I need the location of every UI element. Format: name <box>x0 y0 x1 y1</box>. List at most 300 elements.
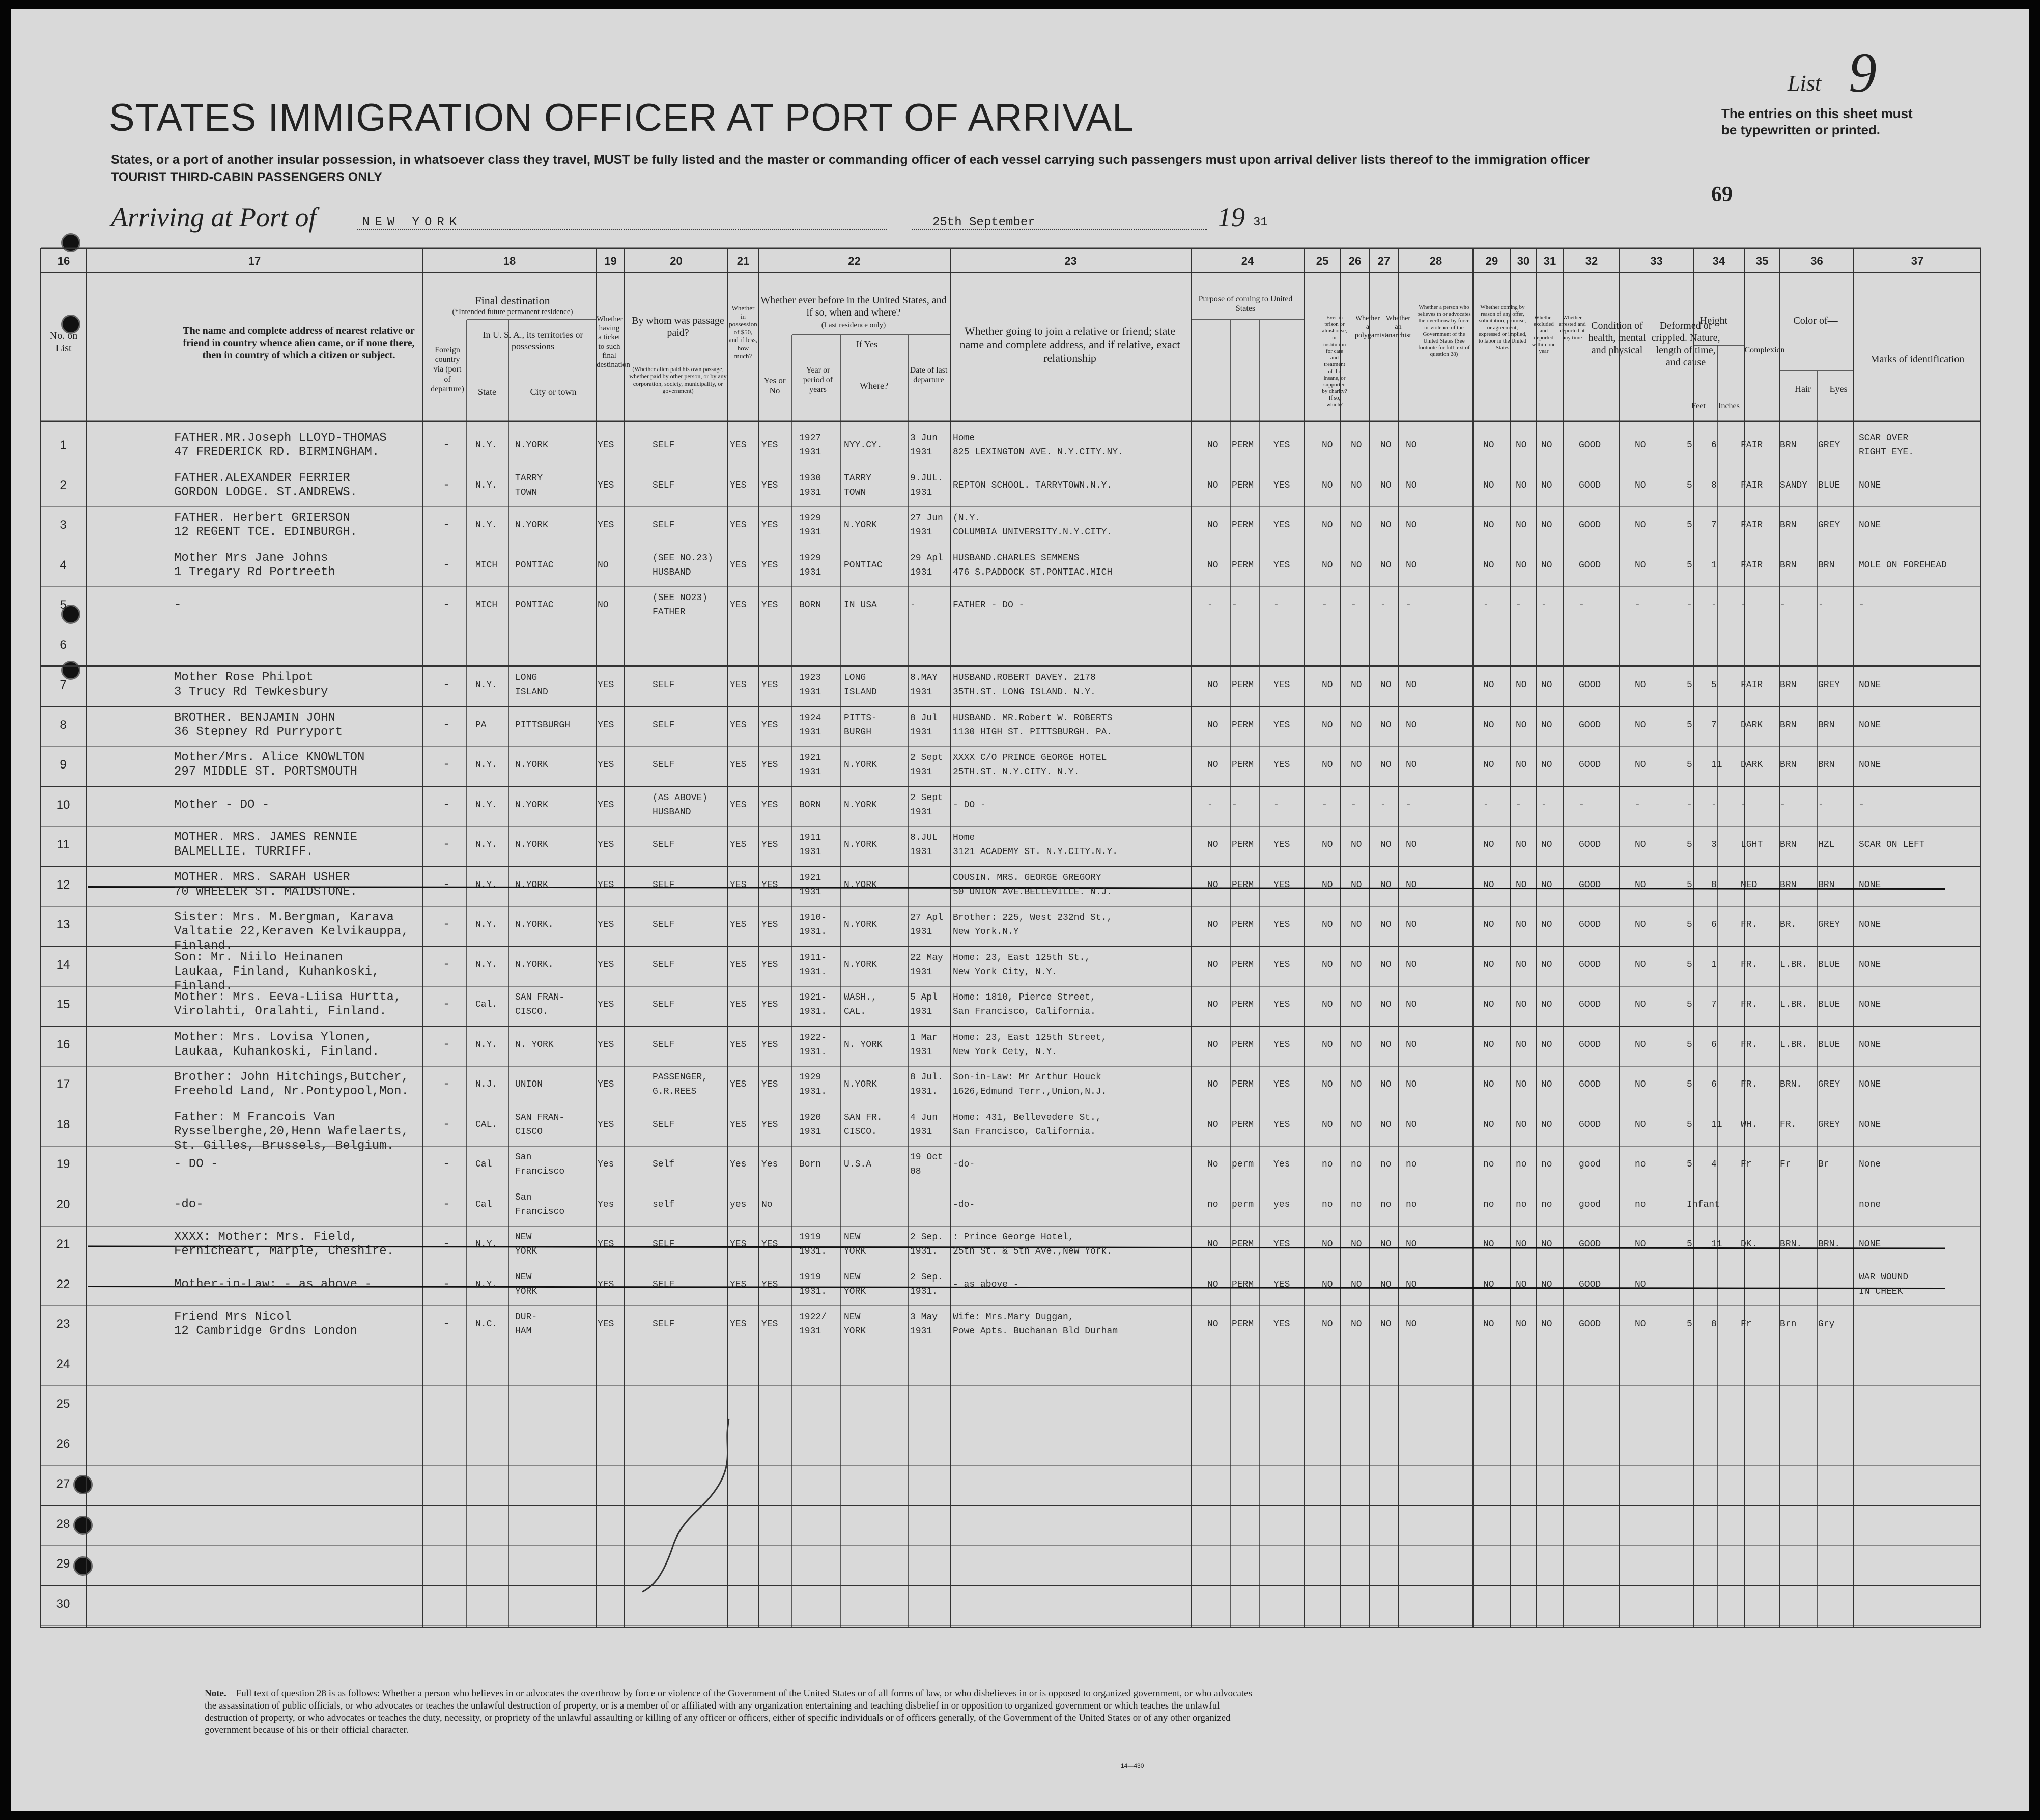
identification-marks: WAR WOUND <box>1859 1272 1909 1283</box>
relative-address: -do- <box>174 1197 204 1211</box>
height-inches: 1 <box>1711 959 1717 970</box>
health-condition: GOOD <box>1579 720 1601 730</box>
complexion: WH. <box>1741 1119 1758 1130</box>
header-final-destination-sub: (*Intended future permanent residence) <box>452 308 573 316</box>
q29-answer: NO <box>1483 560 1494 571</box>
date-departure: 1 Mar <box>910 1032 938 1043</box>
year-period: 1921 <box>799 753 821 763</box>
complexion: MED <box>1741 879 1758 890</box>
state: N.Y. <box>475 920 498 930</box>
city: TARRY <box>515 473 543 484</box>
year-period: 1910- <box>799 913 827 923</box>
eye-color: GREY <box>1818 920 1840 930</box>
polygamist-answer: no <box>1351 1159 1362 1170</box>
ticket: YES <box>598 1000 614 1010</box>
state: N.J. <box>475 1079 498 1090</box>
prison-answer: NO <box>1322 1079 1333 1090</box>
foreign-country: - <box>443 798 450 812</box>
passage-paid: Self <box>653 1159 675 1170</box>
ticket: YES <box>598 680 614 690</box>
anarchist-answer: NO <box>1380 920 1392 930</box>
q28-answer: NO <box>1406 680 1417 690</box>
header-marks: Marks of identification <box>1870 354 1965 365</box>
anarchist-answer: no <box>1380 1199 1392 1210</box>
state: N.Y. <box>475 760 498 770</box>
purpose-citizen: YES <box>1273 520 1290 530</box>
fifty-dollars: YES <box>730 800 747 810</box>
q31-answer: NO <box>1541 720 1552 730</box>
complexion: Fr <box>1741 1319 1752 1329</box>
header-passage-paid: By whom was passage paid? <box>632 315 724 338</box>
where: LONG <box>844 673 866 683</box>
date-departure: 1931 <box>910 1046 932 1057</box>
where: IN USA <box>844 600 877 610</box>
purpose-citizen: YES <box>1273 1000 1290 1010</box>
q29-answer: NO <box>1483 520 1494 530</box>
ever-before: YES <box>761 680 778 690</box>
where: CISCO. <box>844 1126 877 1137</box>
ever-before: YES <box>761 600 778 610</box>
q29-answer: NO <box>1483 840 1494 850</box>
purpose-citizen: YES <box>1273 1319 1290 1329</box>
purpose-citizen: YES <box>1273 720 1290 730</box>
state: N.Y. <box>475 1239 498 1249</box>
header-purpose: Purpose of coming to United States <box>1198 295 1293 314</box>
city: SAN FRAN- <box>515 1112 565 1123</box>
purpose-citizen: - <box>1273 800 1279 810</box>
purpose-return: - <box>1207 800 1213 810</box>
joining-relative: FATHER - DO - <box>953 600 1025 610</box>
health-condition: GOOD <box>1579 879 1601 890</box>
header-eyes: Eyes <box>1829 384 1848 394</box>
q31-answer: NO <box>1541 520 1552 530</box>
purpose-length: PERM <box>1232 480 1254 491</box>
city: N.YORK <box>515 760 548 770</box>
q29-answer: NO <box>1483 1119 1494 1130</box>
q28-answer: NO <box>1406 1079 1417 1090</box>
height-feet: 5 <box>1687 1039 1692 1050</box>
relative-address: BALMELLIE. TURRIFF. <box>174 845 314 859</box>
city: N.YORK <box>515 520 548 530</box>
identification-marks: NONE <box>1859 1239 1881 1249</box>
passage-paid: HUSBAND <box>653 807 691 817</box>
hair-color: L.BR. <box>1780 1039 1808 1050</box>
prison-answer: NO <box>1322 440 1333 450</box>
relative-address: BROTHER. BENJAMIN JOHN <box>174 710 335 725</box>
fifty-dollars: YES <box>730 1319 747 1329</box>
passage-paid: (SEE NO23) <box>653 593 708 603</box>
purpose-citizen: YES <box>1273 959 1290 970</box>
height-feet: 5 <box>1687 560 1692 571</box>
column-number-35: 35 <box>1755 254 1769 267</box>
column-number-23: 23 <box>1064 254 1077 267</box>
complexion: FAIR <box>1741 560 1763 571</box>
relative-address: Finland. <box>174 979 233 993</box>
row-number: 7 <box>60 678 67 692</box>
prison-answer: NO <box>1322 560 1333 571</box>
health-condition: good <box>1579 1159 1601 1170</box>
identification-marks: IN CHEEK <box>1859 1286 1903 1297</box>
purpose-return: NO <box>1207 1119 1219 1130</box>
polygamist-answer: NO <box>1351 1119 1362 1130</box>
column-number-17: 17 <box>248 254 261 267</box>
q31-answer: NO <box>1541 1119 1552 1130</box>
state: N.Y. <box>475 1039 498 1050</box>
state: N.Y. <box>475 520 498 530</box>
hair-color: BRN. <box>1780 1079 1802 1090</box>
city: DUR- <box>515 1312 537 1322</box>
purpose-citizen: - <box>1273 600 1279 610</box>
polygamist-answer: - <box>1351 800 1356 810</box>
purpose-length: PERM <box>1232 440 1254 450</box>
q28-answer: NO <box>1406 720 1417 730</box>
q30-answer: NO <box>1516 1000 1527 1010</box>
complexion: LGHT <box>1741 840 1763 850</box>
ever-before: Yes <box>761 1159 778 1170</box>
relative-address: Father: M Francois Van <box>174 1110 335 1124</box>
purpose-citizen: YES <box>1273 1079 1290 1090</box>
joining-relative: 35TH.ST. LONG ISLAND. N.Y. <box>953 687 1096 697</box>
deformed-answer: NO <box>1635 480 1646 491</box>
q30-answer: NO <box>1516 959 1527 970</box>
purpose-citizen: YES <box>1273 480 1290 491</box>
complexion: FR. <box>1741 1000 1758 1010</box>
year-period: BORN <box>799 600 821 610</box>
row-number: 18 <box>56 1117 70 1131</box>
ticket: Yes <box>598 1199 614 1210</box>
date-departure: - <box>910 600 916 610</box>
health-condition: good <box>1579 1199 1601 1210</box>
sheet-number: 69 <box>1711 183 1733 206</box>
year-period: 1931. <box>799 1007 827 1017</box>
year-period: 1929 <box>799 553 821 563</box>
height-feet: 5 <box>1687 480 1692 491</box>
city: LONG <box>515 673 537 683</box>
joining-relative: 3121 ACADEMY ST. N.Y.CITY.N.Y. <box>953 847 1118 857</box>
purpose-length: PERM <box>1232 1079 1254 1090</box>
year-period: 1929 <box>799 513 821 523</box>
passage-paid: SELF <box>653 1000 675 1010</box>
q28-answer: NO <box>1406 959 1417 970</box>
fifty-dollars: YES <box>730 480 747 491</box>
q31-answer: - <box>1541 600 1547 610</box>
complexion: - <box>1741 800 1746 810</box>
where: SAN FR. <box>844 1112 883 1123</box>
q30-answer: NO <box>1516 440 1527 450</box>
column-number-26: 26 <box>1348 254 1362 267</box>
q30-answer: - <box>1516 600 1521 610</box>
row-number: 29 <box>56 1557 70 1571</box>
year-period: 1931 <box>799 487 821 498</box>
q28-answer: NO <box>1406 1239 1417 1249</box>
ticket: NO <box>598 600 609 610</box>
prison-answer: NO <box>1322 1039 1333 1050</box>
foreign-country: - <box>443 558 450 572</box>
passage-paid: SELF <box>653 1039 675 1050</box>
passage-paid: SELF <box>653 1279 675 1290</box>
prison-answer: NO <box>1322 520 1333 530</box>
city: TOWN <box>515 487 537 498</box>
health-condition: GOOD <box>1579 440 1601 450</box>
column-number-27: 27 <box>1377 254 1391 267</box>
list-label: List <box>1788 71 1822 96</box>
city: NEW <box>515 1272 532 1283</box>
eye-color: BRN. <box>1818 1239 1840 1249</box>
complexion: FR. <box>1741 1039 1758 1050</box>
q28-answer: NO <box>1406 920 1417 930</box>
passage-paid: HUSBAND <box>653 567 691 578</box>
purpose-length: PERM <box>1232 1039 1254 1050</box>
date-departure: 3 May <box>910 1312 938 1322</box>
q30-answer: NO <box>1516 840 1527 850</box>
fifty-dollars: Yes <box>730 1159 747 1170</box>
city: Francisco <box>515 1167 565 1177</box>
height-feet: 5 <box>1687 680 1692 690</box>
q31-answer: NO <box>1541 760 1552 770</box>
purpose-length: PERM <box>1232 680 1254 690</box>
row-number: 25 <box>56 1397 70 1411</box>
relative-address: 12 REGENT TCE. EDINBURGH. <box>174 525 358 539</box>
foreign-country: - <box>443 478 450 492</box>
q29-answer: NO <box>1483 1039 1494 1050</box>
polygamist-answer: NO <box>1351 920 1362 930</box>
deformed-answer: NO <box>1635 1239 1646 1249</box>
city: N.YORK. <box>515 920 554 930</box>
hair-color: BRN <box>1780 720 1797 730</box>
complexion: FR. <box>1741 1079 1758 1090</box>
deformed-answer: NO <box>1635 760 1646 770</box>
where: NEW <box>844 1272 861 1283</box>
eye-color: BLUE <box>1818 480 1840 491</box>
row-number: 4 <box>60 558 67 572</box>
state: N.Y. <box>475 879 498 890</box>
purpose-return: NO <box>1207 1239 1219 1249</box>
fifty-dollars: YES <box>730 760 747 770</box>
height-inches: 6 <box>1711 1039 1717 1050</box>
date-departure: 22 May <box>910 952 943 963</box>
polygamist-answer: NO <box>1351 1319 1362 1329</box>
fifty-dollars: YES <box>730 1039 747 1050</box>
health-condition: GOOD <box>1579 1279 1601 1290</box>
row-number: 5 <box>60 598 67 612</box>
hair-color: BRN <box>1780 840 1797 850</box>
anarchist-answer: NO <box>1380 1039 1392 1050</box>
q30-answer: NO <box>1516 1119 1527 1130</box>
city: YORK <box>515 1286 537 1297</box>
health-condition: GOOD <box>1579 1119 1601 1130</box>
foreign-country: - <box>443 598 450 612</box>
q31-answer: NO <box>1541 1319 1552 1329</box>
foreign-country: - <box>443 1077 450 1091</box>
purpose-return: - <box>1207 600 1213 610</box>
purpose-citizen: YES <box>1273 440 1290 450</box>
typewritten-note-1: The entries on this sheet must <box>1721 106 1913 121</box>
header-date-departure: Date of last departure <box>910 366 948 385</box>
relative-address: Freehold Land, Nr.Pontypool,Mon. <box>174 1085 409 1098</box>
q29-answer: no <box>1483 1199 1494 1210</box>
joining-relative: San Francisco, California. <box>953 1126 1096 1137</box>
passage-paid: SELF <box>653 480 675 491</box>
joining-relative: New York.N.Y <box>953 927 1019 937</box>
row-number: 30 <box>56 1597 70 1611</box>
fifty-dollars: YES <box>730 440 747 450</box>
relative-address: Mother Mrs Jane Johns <box>174 551 328 565</box>
date-departure: 1931 <box>910 927 932 937</box>
where: NYY.CY. <box>844 440 883 450</box>
relative-address: Valtatie 22,Keraven Kelvikauppa, <box>174 925 409 939</box>
row-number: 27 <box>56 1477 70 1491</box>
q29-answer: NO <box>1483 1239 1494 1249</box>
ever-before: YES <box>761 879 778 890</box>
date-departure: 2 Sept <box>910 792 943 803</box>
identification-marks: - <box>1859 800 1864 810</box>
ticket: YES <box>598 800 614 810</box>
relative-address: FATHER.MR.Joseph LLOYD-THOMAS <box>174 431 387 445</box>
polygamist-answer: NO <box>1351 1279 1362 1290</box>
fifty-dollars: YES <box>730 959 747 970</box>
passage-paid: SELF <box>653 520 675 530</box>
city: PITTSBURGH <box>515 720 571 730</box>
row-number: 6 <box>60 638 67 652</box>
passage-paid: (AS ABOVE) <box>653 792 708 803</box>
q28-answer: NO <box>1406 1319 1417 1329</box>
joining-relative: Home <box>953 833 975 843</box>
foreign-country: - <box>443 918 450 931</box>
q29-answer: NO <box>1483 680 1494 690</box>
ticket: YES <box>598 480 614 491</box>
polygamist-answer: NO <box>1351 879 1362 890</box>
anarchist-answer: NO <box>1380 1079 1392 1090</box>
q29-answer: NO <box>1483 760 1494 770</box>
row-number: 11 <box>56 838 70 851</box>
purpose-return: NO <box>1207 720 1219 730</box>
date-departure: 1931 <box>910 1007 932 1017</box>
date-departure: 29 Apl <box>910 553 943 563</box>
height-feet: 5 <box>1687 720 1692 730</box>
city: PONTIAC <box>515 600 554 610</box>
row-number: 22 <box>56 1277 70 1291</box>
year-period: 1930 <box>799 473 821 484</box>
purpose-citizen: YES <box>1273 1039 1290 1050</box>
where: N.YORK <box>844 760 877 770</box>
complexion: Fr <box>1741 1159 1752 1170</box>
header-where: Where? <box>860 381 888 391</box>
column-number-28: 28 <box>1429 254 1442 267</box>
prison-answer: NO <box>1322 879 1333 890</box>
purpose-citizen: YES <box>1273 560 1290 571</box>
complexion: FAIR <box>1741 440 1763 450</box>
joining-relative: (N.Y. <box>953 513 981 523</box>
health-condition: GOOD <box>1579 680 1601 690</box>
year-period: 1931. <box>799 1286 827 1297</box>
joining-relative: : Prince George Hotel, <box>953 1232 1074 1242</box>
complexion: FR. <box>1741 920 1758 930</box>
year-period: 1921- <box>799 992 827 1003</box>
relative-address: 36 Stepney Rd Purryport <box>174 725 343 739</box>
prison-answer: NO <box>1322 1319 1333 1329</box>
q31-answer: NO <box>1541 1079 1552 1090</box>
fifty-dollars: YES <box>730 680 747 690</box>
header-feet: Feet <box>1691 402 1706 410</box>
where: PITTS- <box>844 713 877 723</box>
state: N.C. <box>475 1319 498 1329</box>
health-condition: - <box>1579 600 1584 610</box>
q28-answer: NO <box>1406 879 1417 890</box>
date-departure: 1931 <box>910 1326 932 1336</box>
passage-paid: SELF <box>653 1239 675 1249</box>
identification-marks: NONE <box>1859 920 1881 930</box>
q30-answer: NO <box>1516 1039 1527 1050</box>
footnote <box>205 1688 1253 1737</box>
health-condition: GOOD <box>1579 1319 1601 1329</box>
relative-address: Friend Mrs Nicol <box>174 1310 292 1324</box>
eye-color: GREY <box>1818 1079 1840 1090</box>
joining-relative: Son-in-Law: Mr Arthur Houck <box>953 1072 1101 1083</box>
foreign-country: - <box>443 877 450 892</box>
year-period: 1931 <box>799 1126 821 1137</box>
relative-address: Finland. <box>174 939 233 953</box>
city: N.YORK <box>515 440 548 450</box>
fifty-dollars: YES <box>730 1239 747 1249</box>
state: N.Y. <box>475 440 498 450</box>
purpose-citizen: YES <box>1273 1239 1290 1249</box>
purpose-citizen: YES <box>1273 680 1290 690</box>
prison-answer: NO <box>1322 680 1333 690</box>
height-inches: 11 <box>1711 760 1722 770</box>
eye-color: BRN <box>1818 879 1835 890</box>
joining-relative: XXXX C/O PRINCE GEORGE HOTEL <box>953 753 1107 763</box>
header-nearest-relative: The name and complete address of nearest relative or friend in country whence alien came, or if none there, then in country of which a citizen or subject. <box>183 325 415 361</box>
eye-color: GREY <box>1818 680 1840 690</box>
health-condition: GOOD <box>1579 560 1601 571</box>
q29-answer: NO <box>1483 1079 1494 1090</box>
complexion: DARK <box>1741 760 1763 770</box>
year-period: 1931 <box>799 567 821 578</box>
health-condition: GOOD <box>1579 1239 1601 1249</box>
column-number-20: 20 <box>670 254 683 267</box>
identification-marks: - <box>1859 600 1864 610</box>
anarchist-answer: NO <box>1380 879 1392 890</box>
ever-before: YES <box>761 1119 778 1130</box>
complexion: FAIR <box>1741 480 1763 491</box>
purpose-citizen: YES <box>1273 760 1290 770</box>
anarchist-answer: NO <box>1380 959 1392 970</box>
height-inches: 8 <box>1711 879 1717 890</box>
ticket: NO <box>598 560 609 571</box>
ever-before: YES <box>761 560 778 571</box>
date-departure: 2 Sept <box>910 753 943 763</box>
where: YORK <box>844 1326 866 1336</box>
prison-answer: NO <box>1322 840 1333 850</box>
class-line: TOURIST THIRD-CABIN PASSENGERS ONLY <box>111 170 382 184</box>
purpose-citizen: yes <box>1273 1199 1290 1210</box>
relative-address: MOTHER. MRS. SARAH USHER <box>174 870 350 885</box>
row-number: 10 <box>56 798 70 812</box>
passage-paid: SELF <box>653 760 675 770</box>
year-period: 1920 <box>799 1112 821 1123</box>
footnote-text: —Full text of question 28 is as follows: Whether a person who believes in or advocates the overthrow by force or violence of the Government of the United States or of all forms of law, or who disbelieves in or is opposed to organized government, or who advocates the assassination of public officials, or who advocates or teaches the unlawful destruction of property, or is a member of or affiliated with any organization entertaining and teaching disbelief in or opposition to organized government or which teaches the unlawful destruction of property, or who advocates or teaches the duty, necessity, or propriety of the unlawful assaulting or killing of any officer or officers, either of specific individuals or of officers generally, of the Government of the United States or of any other organized government because of his or their official character. <box>205 1688 1252 1736</box>
height-inches: 4 <box>1711 1159 1717 1170</box>
foreign-country: - <box>443 957 450 972</box>
anarchist-answer: NO <box>1380 1319 1392 1329</box>
prison-answer: NO <box>1322 1119 1333 1130</box>
column-number-21: 21 <box>736 254 750 267</box>
state: Cal. <box>475 1000 498 1010</box>
header-deformed: Deformed or crippled. Nature, length of time, and cause <box>1651 320 1720 368</box>
height-feet: Infant <box>1687 1199 1720 1210</box>
header-hair: Hair <box>1795 384 1811 394</box>
year-period: 1922- <box>799 1032 827 1043</box>
